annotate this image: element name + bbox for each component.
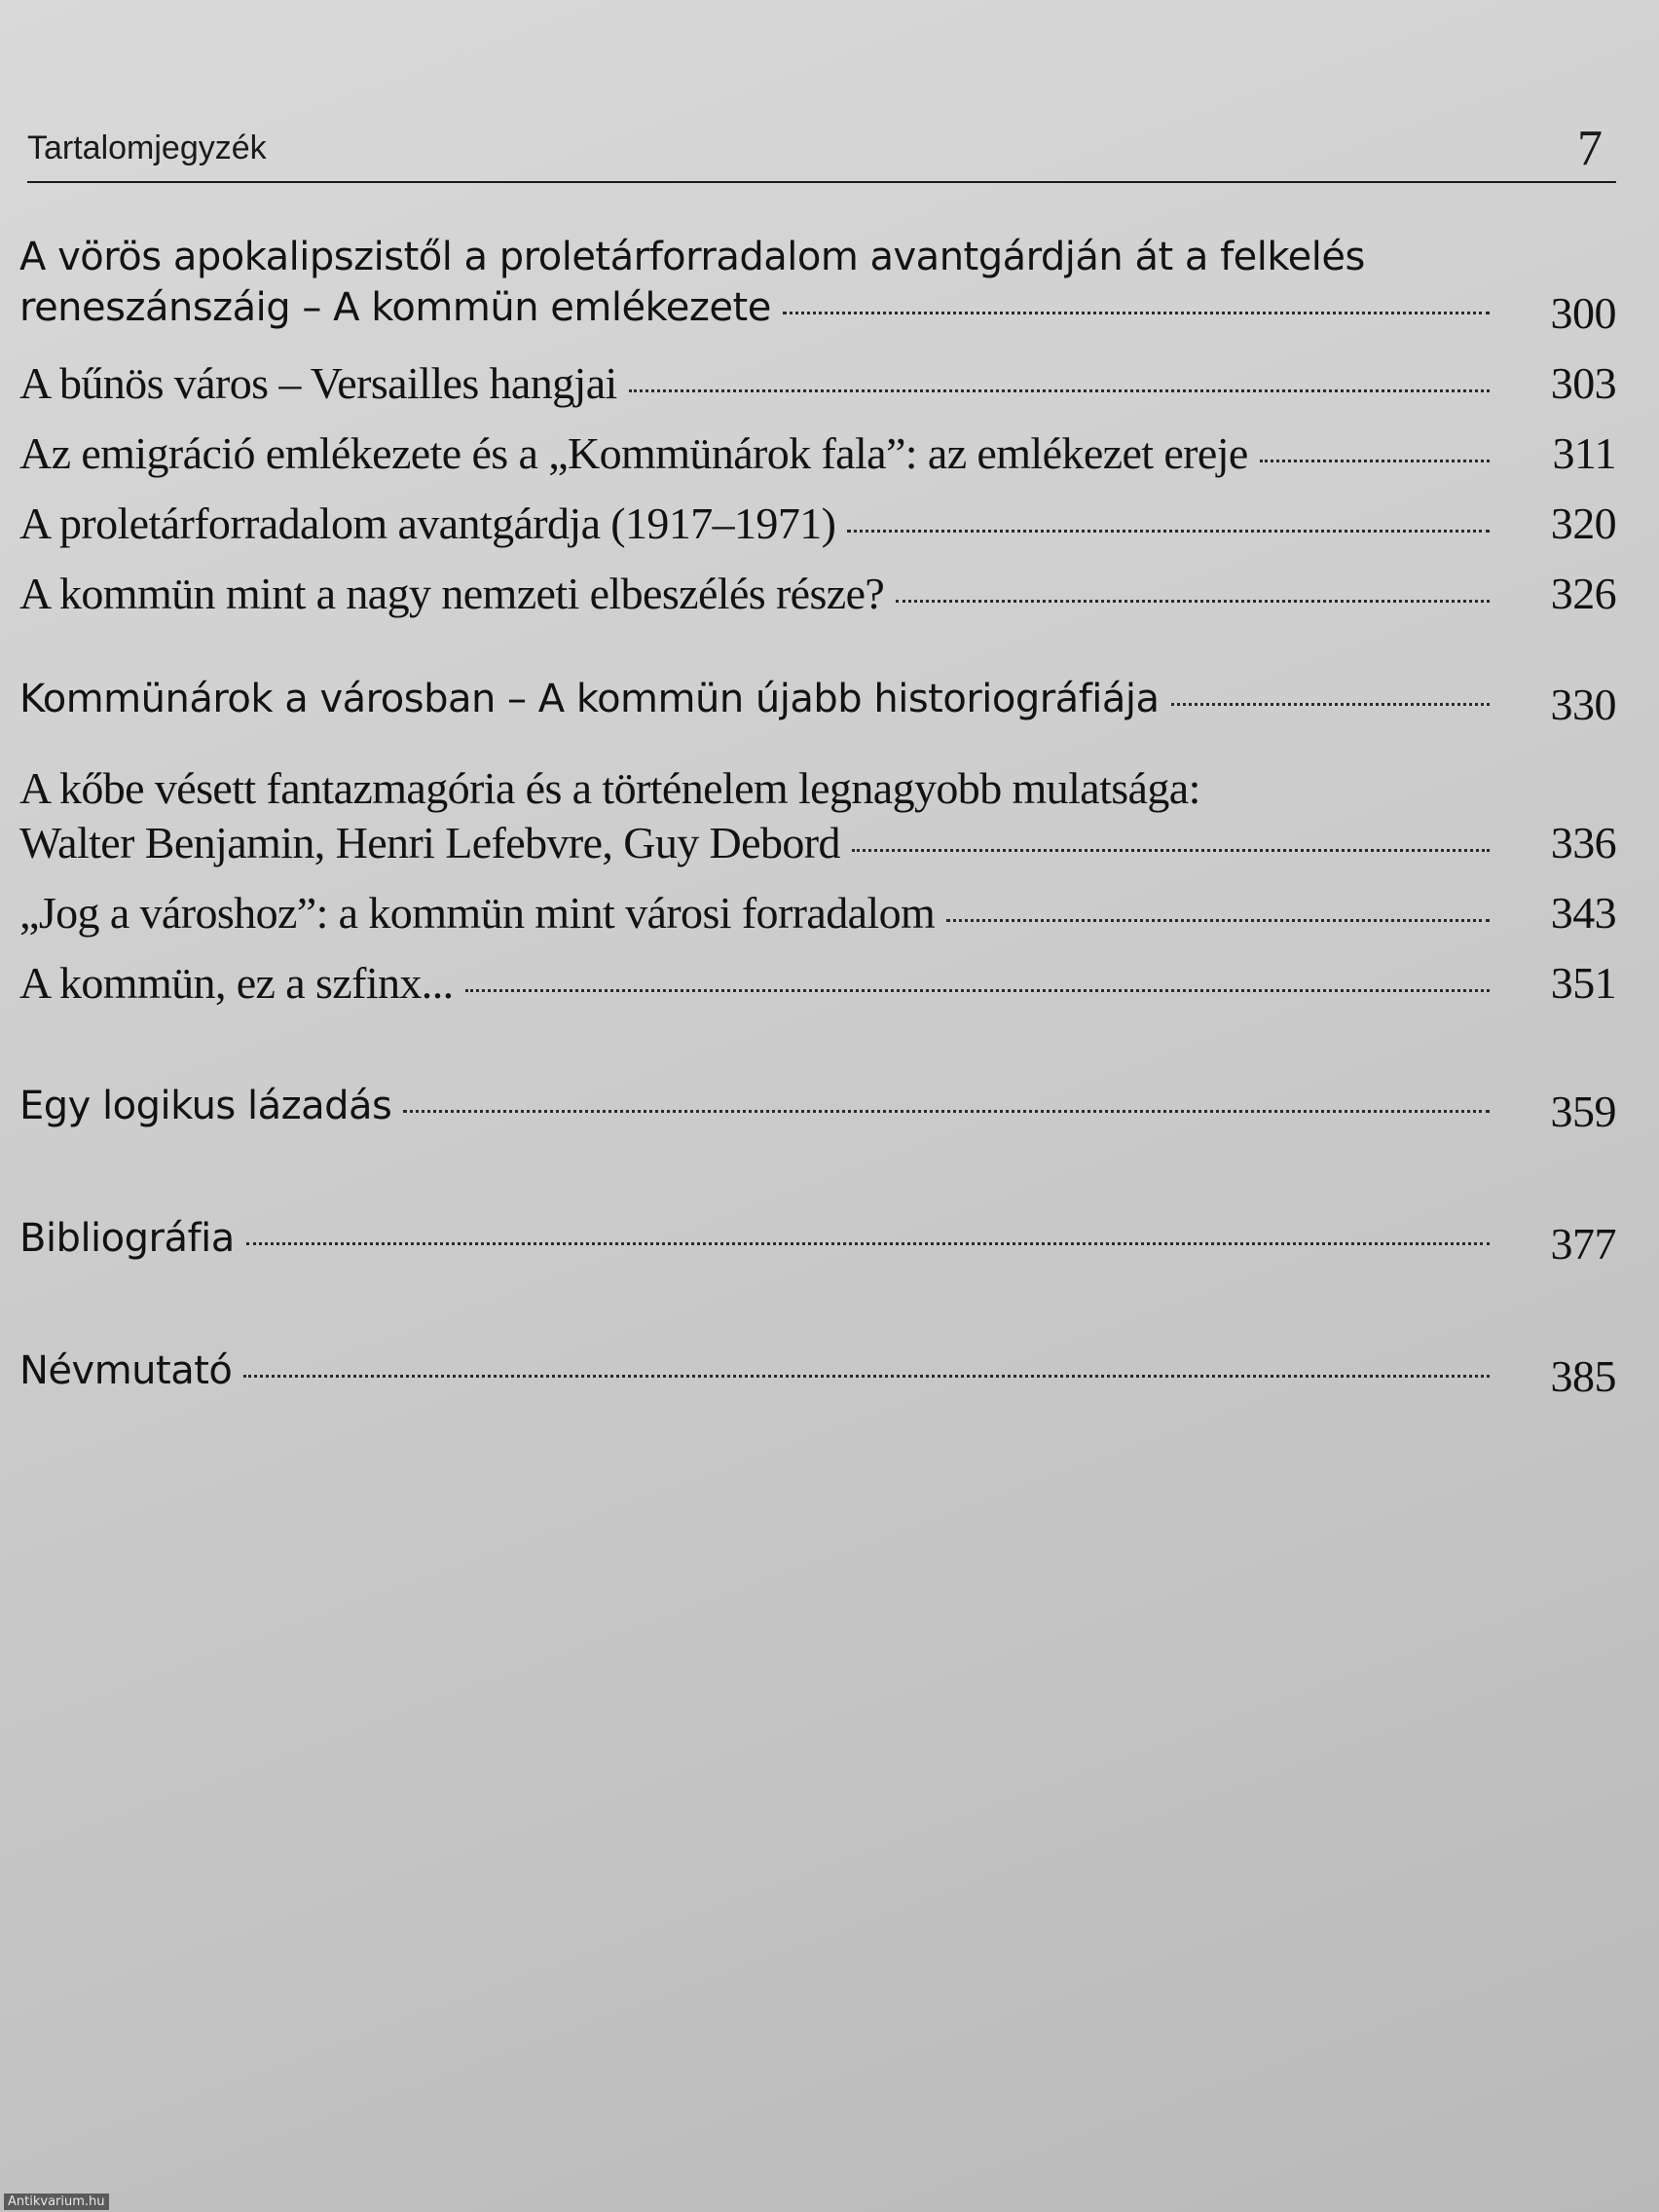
toc-entry-title-line: A bűnös város – Versailles hangjai xyxy=(19,358,617,408)
toc-entry-title-line: Az emigráció emlékezete és a „Kommünárok fala”: az emlékezet ereje xyxy=(19,428,1248,478)
dot-leader xyxy=(783,312,1490,314)
toc-entry-title-line: A proletárforradalom avantgárdja (1917–1971) xyxy=(19,498,836,548)
toc-entry xyxy=(19,956,1616,1011)
toc-entry-title-line: A kőbe vésett fantazmagória és a történelem legnagyobb mulatsága: xyxy=(19,763,1200,813)
toc-entry-page: 351 xyxy=(1550,958,1616,1008)
toc-entry-page: 300 xyxy=(1550,288,1616,338)
toc-entry xyxy=(19,497,1616,551)
table-of-contents xyxy=(19,232,1616,1401)
toc-entry xyxy=(19,1213,1616,1269)
toc-entry xyxy=(19,426,1616,481)
toc-entry-page: 311 xyxy=(1552,428,1616,478)
watermark: Antikvarium.hu xyxy=(4,2194,109,2210)
toc-entry-title-line: A kommün, ez a szfinx... xyxy=(19,958,454,1008)
toc-entry-title-line: reneszánszáig – A kommün emlékezete xyxy=(19,285,771,330)
toc-entry-page: 336 xyxy=(1550,818,1616,867)
toc-entry-page: 320 xyxy=(1550,498,1616,548)
toc-entry xyxy=(19,356,1616,411)
toc-entry-page: 377 xyxy=(1550,1219,1616,1269)
dot-leader xyxy=(847,530,1490,533)
dot-leader xyxy=(629,389,1490,392)
toc-entry xyxy=(19,1346,1616,1401)
toc-entry-page: 359 xyxy=(1550,1087,1616,1136)
running-header-title: Tartalomjegyzék xyxy=(27,129,267,166)
page-number: 7 xyxy=(1577,121,1603,176)
dot-leader xyxy=(465,989,1490,992)
toc-entry-title-line: A kommün mint a nagy nemzeti elbeszélés része? xyxy=(19,569,885,618)
dot-leader xyxy=(946,919,1490,922)
dot-leader xyxy=(1171,703,1490,706)
toc-entry-page: 303 xyxy=(1550,358,1616,408)
toc-entry-title-line: Bibliográfia xyxy=(19,1216,235,1261)
toc-entry-page: 330 xyxy=(1550,680,1616,729)
toc-entry xyxy=(19,1081,1616,1136)
dot-leader xyxy=(852,849,1490,852)
running-header xyxy=(27,115,1616,183)
toc-entry xyxy=(19,886,1616,940)
toc-entry-title-line: „Jog a városhoz”: a kommün mint városi forradalom xyxy=(19,888,936,938)
toc-entry xyxy=(19,567,1616,621)
toc-entry-page: 385 xyxy=(1550,1351,1616,1401)
toc-entry-title-line: Névmutató xyxy=(19,1348,233,1393)
toc-entry-page: 343 xyxy=(1550,888,1616,938)
toc-entry xyxy=(19,761,1616,870)
toc-entry-title-line: A vörös apokalipszistől a proletárforradalom avantgárdján át a felkelés xyxy=(19,235,1365,279)
dot-leader xyxy=(896,600,1490,603)
toc-entry-page: 326 xyxy=(1550,569,1616,618)
toc-entry-title-line: Kommünárok a városban – A kommün újabb historiográfiája xyxy=(19,677,1160,721)
toc-entry xyxy=(19,674,1616,729)
toc-entry-title-line: Walter Benjamin, Henri Lefebvre, Guy Debord xyxy=(19,818,840,867)
toc-entry xyxy=(19,232,1616,338)
dot-leader xyxy=(1260,460,1490,462)
dot-leader xyxy=(246,1242,1490,1245)
dot-leader xyxy=(403,1110,1490,1113)
toc-entry-title-line: Egy logikus lázadás xyxy=(19,1084,392,1128)
dot-leader xyxy=(243,1375,1490,1378)
